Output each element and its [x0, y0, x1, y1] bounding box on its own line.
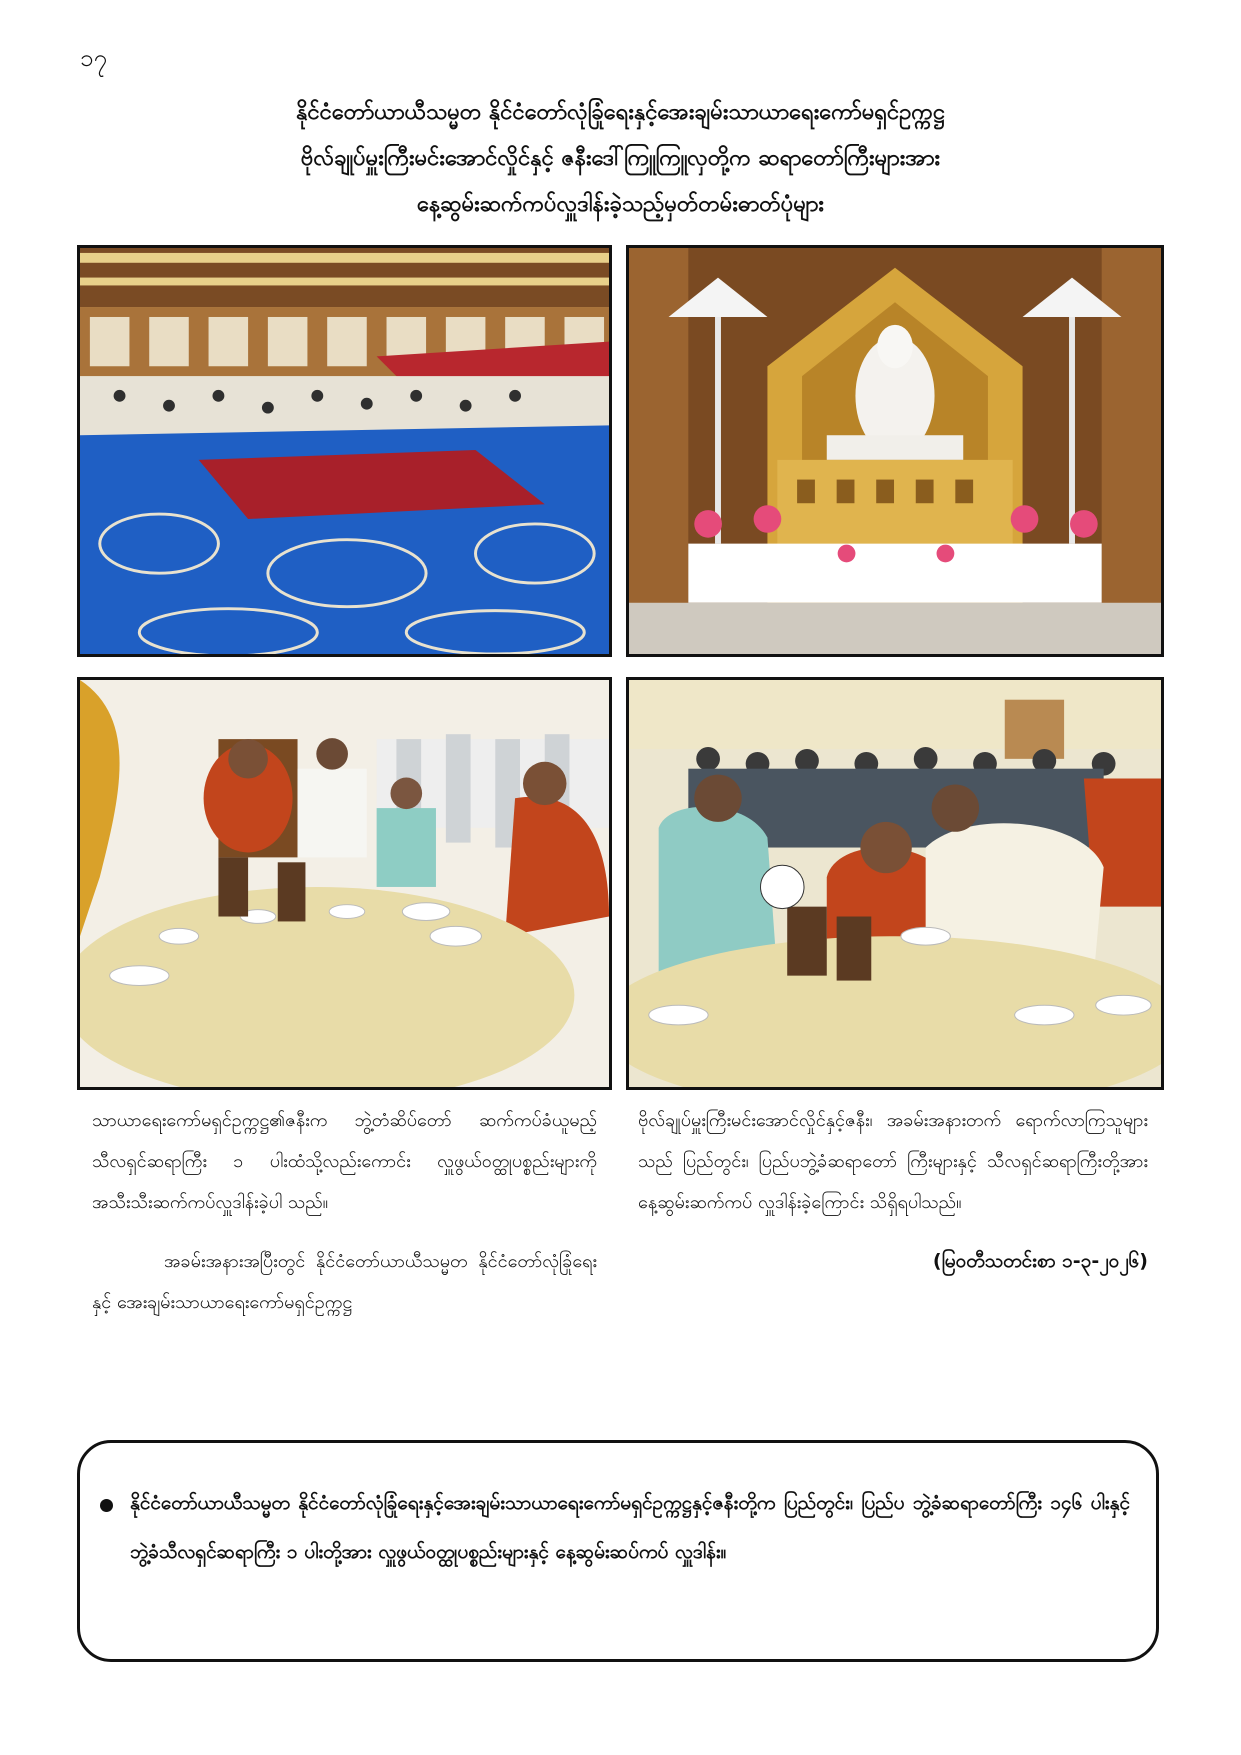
caption-text: နိုင်ငံတော်ယာယီသမ္မတ နိုင်ငံတော်လုံခြုံရေးနှင့်အေးချမ်းသာယာရေးကော်မရှင်ဥက္ကဋ္ဌနှင့်ဇနီးတို့က ပြည်တွင်း၊ ပြည်ပ ဘွဲ့ခံဆရာတော်ကြီး ၁၄၆ ပါးနှင့် ဘွဲ့ခံသီလရှင်ဆရာကြီး ၁ ပါးတို့အား လှူဖွယ်ဝတ္ထုပစ္စည်းများနှင့် နေ့ဆွမ်းဆပ်ကပ် လှူဒါန်း။ — [130, 1492, 1130, 1563]
caption-box — [77, 1440, 1159, 1662]
body-column-right — [638, 1100, 1148, 1282]
title-line-2: ဗိုလ်ချုပ်မှူးကြီးမင်းအောင်လှိုင်နှင့် ဇနီးဒေါ်ကြူကြူလှတို့က ဆရာတော်ကြီးများအား — [300, 146, 941, 171]
page-number: ၁၇ — [80, 44, 107, 72]
body-paragraph: ဗိုလ်ချုပ်မှူးကြီးမင်းအောင်လှိုင်နှင့်ဇနီး၊ အခမ်းအနားတက် ရောက်လာကြသူများသည် ပြည်တွင်း၊ ပြည်ပဘွဲ့ခံဆရာတော် ကြီးများနှင့် သီလရှင်ဆရာကြီးတို့အား နေ့ဆွမ်းဆက်ကပ် လှူဒါန်းခဲ့ကြောင်း သိရှိရပါသည်။ — [638, 1110, 1148, 1213]
photo-hall-gathering — [77, 245, 612, 657]
title-line-1: နိုင်ငံတော်ယာယီသမ္မတ နိုင်ငံတော်လုံခြုံရေးနှင့်အေးချမ်းသာယာရေးကော်မရှင်ဥက္ကဋ္ဌ — [296, 100, 945, 125]
photo-meal-offering-right — [626, 677, 1164, 1090]
photo-meal-offering-left — [77, 677, 612, 1090]
body-paragraph: အခမ်းအနားအပြီးတွင် နိုင်ငံတော်ယာယီသမ္မတ နိုင်ငံတော်လုံခြုံရေးနှင့် အေးချမ်းသာယာရေးကော်မရှင်ဥက္ကဋ္ဌ — [92, 1251, 597, 1313]
photo-buddha-throne — [626, 245, 1164, 657]
photo-buddha-throne-image — [629, 248, 1161, 654]
document-title — [100, 90, 1141, 228]
body-column-left — [92, 1100, 597, 1323]
news-source: (မြဝတီသတင်းစာ ၁-၃-၂၀၂၆) — [932, 1250, 1148, 1272]
photo-hall-gathering-image — [80, 248, 609, 654]
body-paragraph: သာယာရေးကော်မရှင်ဥက္ကဋ္ဌ၏ဇနီးက ဘွဲ့တံဆိပ်တော် ဆက်ကပ်ခံယူမည့် သီလရှင်ဆရာကြီး ၁ ပါးထံသို့လည်းကောင်း လှူဖွယ်ဝတ္ထုပစ္စည်းများကို အသီးသီးဆက်ကပ်လှူဒါန်းခဲ့ပါ သည်။ — [92, 1110, 597, 1213]
bullet-icon — [100, 1499, 113, 1512]
photo-meal-offering-left-image — [80, 680, 609, 1087]
photo-meal-offering-right-image — [629, 680, 1161, 1087]
title-line-3: နေ့ဆွမ်းဆက်ကပ်လှူဒါန်းခဲ့သည့်မှတ်တမ်းဓာတ်ပုံများ — [416, 192, 825, 217]
